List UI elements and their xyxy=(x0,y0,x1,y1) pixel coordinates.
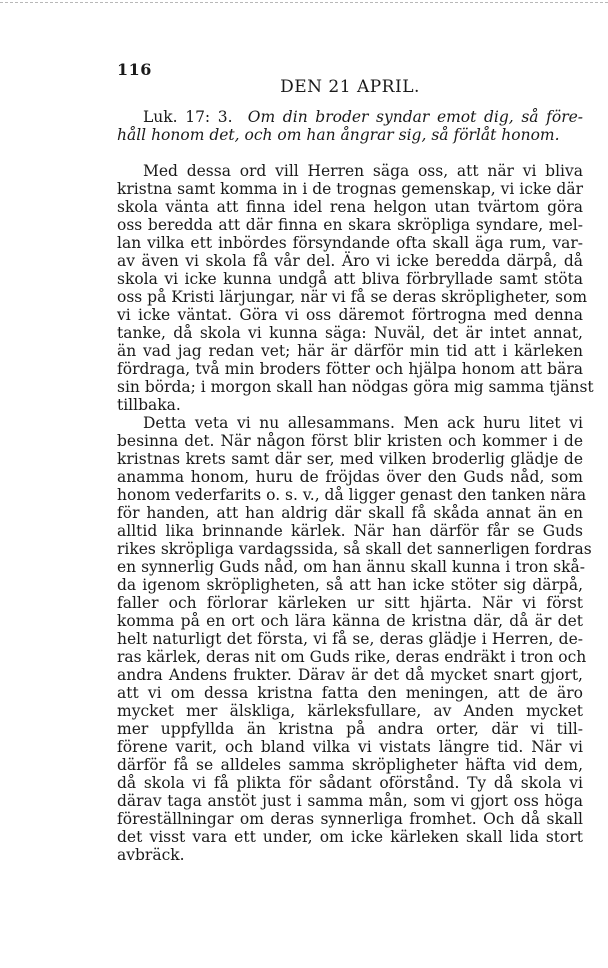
text-line: besinna det. När någon först blir kristen och kommer i de xyxy=(117,432,583,450)
text-line: lan vilka ett inbördes försyndande ofta skall äga rum, var- xyxy=(117,234,583,252)
text-line: kristna samt komma in i de trognas gemenskap, vi icke där xyxy=(117,180,583,198)
text-line: än vad jag redan vet; här är därför min tid att i kärleken xyxy=(117,342,583,360)
text-line: sin börda; i morgon skall han nödgas göra mig samma tjänst xyxy=(117,378,594,396)
text-line: mycket mer älskliga, kärleksfullare, av Anden mycket xyxy=(117,702,583,720)
text-line: alltid lika brinnande kärlek. När han därför får se Guds xyxy=(117,522,583,540)
text-line: vi icke väntat. Göra vi oss däremot förtrogna med denna xyxy=(117,306,583,324)
text-line: oss beredda att där finna en skara skröpliga syndare, mel- xyxy=(117,216,583,234)
text-line: tillbaka. xyxy=(117,396,181,414)
running-head: DEN 21 APRIL. xyxy=(280,77,420,97)
text-line: andra Andens frukter. Därav är det då mycket snart gjort, xyxy=(117,666,583,684)
text-line: en synnerlig Guds nåd, om han ännu skall kunna i tron skå- xyxy=(117,558,586,576)
text-line: skola vi icke kunna undgå att bliva förbryllade samt stöta xyxy=(117,270,583,288)
text-line: helt naturligt det första, vi få se, deras glädje i Herren, de- xyxy=(117,630,583,648)
verse-line-2: håll honom det, och om han ångrar sig, så förlåt honom. xyxy=(117,126,560,144)
text-line: då skola vi få plikta för sådant oförstånd. Ty då skola vi xyxy=(117,774,583,792)
verse-line-1 xyxy=(143,108,583,126)
text-line: komma på en ort och lära känna de kristna där, då är det xyxy=(117,612,583,630)
text-line: rikes skröpliga vardagssida, så skall det sannerligen fordras xyxy=(117,540,592,558)
text-line: det visst vara ett under, om icke kärleken skall lida stort xyxy=(117,828,583,846)
text-line: Med dessa ord vill Herren säga oss, att när vi bliva xyxy=(143,162,583,180)
text-line: avbräck. xyxy=(117,846,185,864)
verse-reference: Luk. 17: 3. xyxy=(143,108,233,126)
text-line: därför få se alldeles samma skröpligheter häfta vid dem, xyxy=(117,756,583,774)
page-top-edge-rule xyxy=(0,2,608,3)
text-line: anamma honom, huru de fröjdas över den Guds nåd, som xyxy=(117,468,583,486)
text-line: därav taga anstöt just i samma mån, som vi gjort oss höga xyxy=(117,792,583,810)
text-line: faller och förlorar kärleken ur sitt hjärta. När vi först xyxy=(117,594,583,612)
text-line: att vi om dessa kristna fatta den meningen, att de äro xyxy=(117,684,583,702)
text-line: Detta veta vi nu allesammans. Men ack huru litet vi xyxy=(143,414,583,432)
text-line: honom vederfarits o. s. v., då ligger genast den tanken nära xyxy=(117,486,587,504)
text-line: tanke, då skola vi kunna säga: Nuväl, det är intet annat, xyxy=(117,324,583,342)
text-line: föreställningar om deras synnerliga fromhet. Och då skall xyxy=(117,810,583,828)
text-line: oss på Kristi lärjungar, när vi få se deras skröpligheter, som xyxy=(117,288,588,306)
verse-text-line-1: Om din broder syndar emot dig, så före- xyxy=(247,108,584,126)
text-line: da igenom skröpligheten, så att han icke stöter sig därpå, xyxy=(117,576,583,594)
text-line: för handen, att han aldrig där skall få skåda annat än en xyxy=(117,504,583,522)
text-line: kristnas krets samt där ser, med vilken broderlig glädje de xyxy=(117,450,583,468)
text-line: av även vi skola få vår del. Äro vi icke beredda därpå, då xyxy=(117,252,583,270)
text-line: fördraga, två min broders fötter och hjälpa honom att bära xyxy=(117,360,583,378)
page-number: 116 xyxy=(117,60,152,79)
text-line: skola vänta att finna idel rena helgon utan tvärtom göra xyxy=(117,198,583,216)
text-line: mer uppfyllda än kristna på andra orter, där vi till- xyxy=(117,720,583,738)
text-line: ras kärlek, deras nit om Guds rike, deras endräkt i tron och xyxy=(117,648,587,666)
text-line: förene varit, och bland vilka vi vistats längre tid. När vi xyxy=(117,738,583,756)
